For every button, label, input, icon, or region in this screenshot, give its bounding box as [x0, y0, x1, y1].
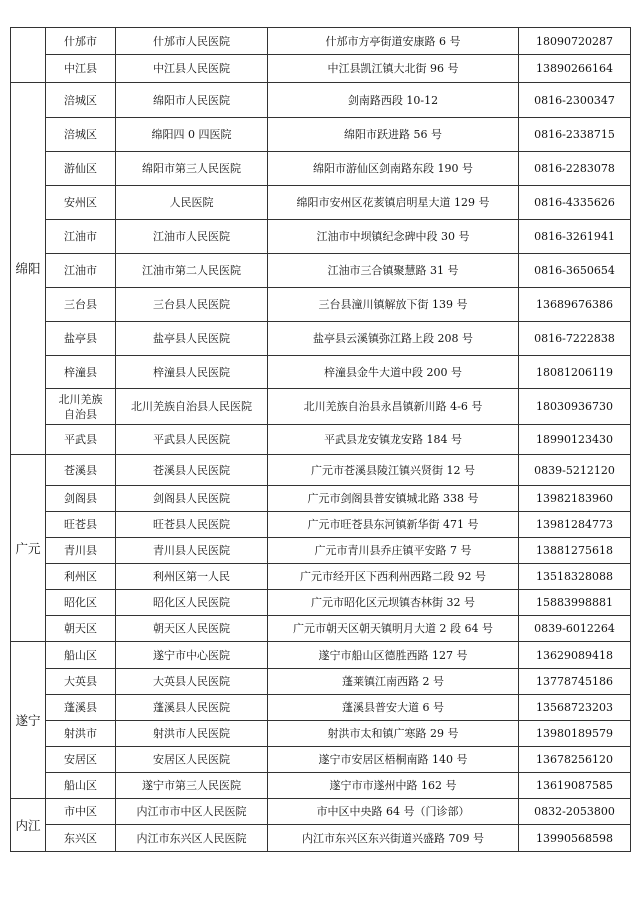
address-cell: 北川羌族自治县永昌镇新川路 4-6 号: [268, 389, 519, 425]
table-row: [11, 538, 631, 564]
hospital-cell: 大英县人民医院: [116, 669, 268, 695]
city-cell: 内江: [11, 799, 46, 852]
address-cell: 广元市青川县乔庄镇平安路 7 号: [268, 538, 519, 564]
address-cell: 遂宁市船山区德胜西路 127 号: [268, 642, 519, 669]
district-cell: 江油市: [46, 220, 116, 254]
district-cell: 青川县: [46, 538, 116, 564]
phone-cell: 13619087585: [519, 773, 631, 799]
district-cell: 安居区: [46, 747, 116, 773]
phone-cell: 0816-2283078: [519, 152, 631, 186]
address-cell: 内江市东兴区东兴街道兴盛路 709 号: [268, 825, 519, 852]
table-row: [11, 356, 631, 389]
address-cell: 广元市昭化区元坝镇杏林街 32 号: [268, 590, 519, 616]
hospital-cell: 平武县人民医院: [116, 425, 268, 455]
address-cell: 平武县龙安镇龙安路 184 号: [268, 425, 519, 455]
address-cell: 中江县凯江镇大北街 96 号: [268, 55, 519, 83]
hospital-table-body: [11, 28, 631, 852]
hospital-cell: 遂宁市第三人民医院: [116, 773, 268, 799]
hospital-cell: 昭化区人民医院: [116, 590, 268, 616]
hospital-cell: 江油市第二人民医院: [116, 254, 268, 288]
address-cell: 广元市经开区下西利州西路二段 92 号: [268, 564, 519, 590]
phone-cell: 0839-5212120: [519, 455, 631, 486]
phone-cell: 13890266164: [519, 55, 631, 83]
table-row: [11, 486, 631, 512]
district-cell: 昭化区: [46, 590, 116, 616]
table-row: [11, 799, 631, 825]
hospital-cell: 青川县人民医院: [116, 538, 268, 564]
district-cell: 船山区: [46, 642, 116, 669]
address-cell: 三台县潼川镇解放下街 139 号: [268, 288, 519, 322]
table-row: [11, 186, 631, 220]
phone-cell: 13678256120: [519, 747, 631, 773]
phone-cell: 13689676386: [519, 288, 631, 322]
city-cell: [11, 28, 46, 83]
hospital-cell: 三台县人民医院: [116, 288, 268, 322]
table-row: [11, 669, 631, 695]
phone-cell: 18030936730: [519, 389, 631, 425]
phone-cell: 13778745186: [519, 669, 631, 695]
address-cell: 什邡市方亭街道安康路 6 号: [268, 28, 519, 55]
phone-cell: 13982183960: [519, 486, 631, 512]
district-cell: 苍溪县: [46, 455, 116, 486]
district-cell: 三台县: [46, 288, 116, 322]
city-cell: 广元: [11, 455, 46, 642]
district-cell: 市中区: [46, 799, 116, 825]
district-cell: 安州区: [46, 186, 116, 220]
district-cell: 朝天区: [46, 616, 116, 642]
district-line: 自治县: [64, 407, 97, 421]
hospital-cell: 绵阳市第三人民医院: [116, 152, 268, 186]
table-row: [11, 590, 631, 616]
phone-cell: 13881275618: [519, 538, 631, 564]
address-cell: 广元市旺苍县东河镇新华街 471 号: [268, 512, 519, 538]
hospital-cell: 盐亭县人民医院: [116, 322, 268, 356]
hospital-cell: 剑阁县人民医院: [116, 486, 268, 512]
table-row: [11, 642, 631, 669]
district-cell: 梓潼县: [46, 356, 116, 389]
address-cell: 绵阳市跃进路 56 号: [268, 118, 519, 152]
table-row: [11, 747, 631, 773]
phone-cell: 13568723203: [519, 695, 631, 721]
table-row: [11, 288, 631, 322]
address-cell: 蓬溪县普安大道 6 号: [268, 695, 519, 721]
hospital-cell: 内江市市中区人民医院: [116, 799, 268, 825]
hospital-cell: 安居区人民医院: [116, 747, 268, 773]
phone-cell: 13990568598: [519, 825, 631, 852]
address-cell: 江油市中坝镇纪念碑中段 30 号: [268, 220, 519, 254]
hospital-cell: 内江市东兴区人民医院: [116, 825, 268, 852]
district-cell: 中江县: [46, 55, 116, 83]
hospital-cell: 射洪市人民医院: [116, 721, 268, 747]
district-cell: 蓬溪县: [46, 695, 116, 721]
phone-cell: 0816-4335626: [519, 186, 631, 220]
address-cell: 广元市剑阁县普安镇城北路 338 号: [268, 486, 519, 512]
city-cell: 遂宁: [11, 642, 46, 799]
district-cell: 利州区: [46, 564, 116, 590]
hospital-cell: 江油市人民医院: [116, 220, 268, 254]
table-row: [11, 512, 631, 538]
district-cell: 涪城区: [46, 118, 116, 152]
hospital-table: [10, 27, 631, 852]
address-cell: 射洪市太和镇广寒路 29 号: [268, 721, 519, 747]
table-row: [11, 773, 631, 799]
district-cell: 大英县: [46, 669, 116, 695]
district-line: 北川羌族: [58, 392, 103, 406]
phone-cell: 18081206119: [519, 356, 631, 389]
hospital-cell: 绵阳四 0 四医院: [116, 118, 268, 152]
address-cell: 广元市朝天区朝天镇明月大道 2 段 64 号: [268, 616, 519, 642]
district-cell: 东兴区: [46, 825, 116, 852]
address-cell: 市中区中央路 64 号（门诊部）: [268, 799, 519, 825]
address-cell: 盐亭县云溪镇弥江路上段 208 号: [268, 322, 519, 356]
phone-cell: 0839-6012264: [519, 616, 631, 642]
district-cell: 涪城区: [46, 83, 116, 118]
hospital-cell: 旺苍县人民医院: [116, 512, 268, 538]
phone-cell: 13980189579: [519, 721, 631, 747]
table-row: [11, 55, 631, 83]
table-row: [11, 455, 631, 486]
district-cell: 剑阁县: [46, 486, 116, 512]
district-cell: 射洪市: [46, 721, 116, 747]
hospital-cell: 中江县人民医院: [116, 55, 268, 83]
table-row: [11, 564, 631, 590]
district-cell: 江油市: [46, 254, 116, 288]
address-cell: 梓潼县金牛大道中段 200 号: [268, 356, 519, 389]
hospital-cell: 蓬溪县人民医院: [116, 695, 268, 721]
table-row: [11, 721, 631, 747]
district-cell: 什邡市: [46, 28, 116, 55]
phone-cell: 0816-2338715: [519, 118, 631, 152]
address-cell: 遂宁市安居区梧桐南路 140 号: [268, 747, 519, 773]
hospital-cell: 人民医院: [116, 186, 268, 220]
district-cell: [46, 389, 116, 425]
phone-cell: 13518328088: [519, 564, 631, 590]
hospital-cell: 利州区第一人民: [116, 564, 268, 590]
phone-cell: 0816-7222838: [519, 322, 631, 356]
hospital-cell: 北川羌族自治县人民医院: [116, 389, 268, 425]
table-row: [11, 695, 631, 721]
hospital-cell: 苍溪县人民医院: [116, 455, 268, 486]
phone-cell: 18090720287: [519, 28, 631, 55]
table-row: [11, 28, 631, 55]
address-cell: 江油市三合镇聚慧路 31 号: [268, 254, 519, 288]
phone-cell: 13629089418: [519, 642, 631, 669]
hospital-cell: 什邡市人民医院: [116, 28, 268, 55]
address-cell: 蓬莱镇江南西路 2 号: [268, 669, 519, 695]
table-row: [11, 425, 631, 455]
hospital-cell: 朝天区人民医院: [116, 616, 268, 642]
address-cell: 绵阳市安州区花荄镇启明星大道 129 号: [268, 186, 519, 220]
phone-cell: 0816-2300347: [519, 83, 631, 118]
district-cell: 船山区: [46, 773, 116, 799]
table-row: [11, 220, 631, 254]
hospital-cell: 梓潼县人民医院: [116, 356, 268, 389]
address-cell: 剑南路西段 10-12: [268, 83, 519, 118]
district-cell: 平武县: [46, 425, 116, 455]
table-row: [11, 254, 631, 288]
phone-cell: 18990123430: [519, 425, 631, 455]
table-row: [11, 389, 631, 425]
phone-cell: 15883998881: [519, 590, 631, 616]
hospital-cell: 绵阳市人民医院: [116, 83, 268, 118]
table-row: [11, 322, 631, 356]
table-row: [11, 83, 631, 118]
address-cell: 遂宁市市遂州中路 162 号: [268, 773, 519, 799]
address-cell: 广元市苍溪县陵江镇兴贤街 12 号: [268, 455, 519, 486]
phone-cell: 0816-3650654: [519, 254, 631, 288]
phone-cell: 0832-2053800: [519, 799, 631, 825]
table-row: [11, 118, 631, 152]
phone-cell: 13981284773: [519, 512, 631, 538]
table-row: [11, 616, 631, 642]
table-row: [11, 152, 631, 186]
district-cell: 游仙区: [46, 152, 116, 186]
address-cell: 绵阳市游仙区剑南路东段 190 号: [268, 152, 519, 186]
phone-cell: 0816-3261941: [519, 220, 631, 254]
table-row: [11, 825, 631, 852]
district-cell: 旺苍县: [46, 512, 116, 538]
district-cell: 盐亭县: [46, 322, 116, 356]
city-cell: 绵阳: [11, 83, 46, 455]
hospital-cell: 遂宁市中心医院: [116, 642, 268, 669]
